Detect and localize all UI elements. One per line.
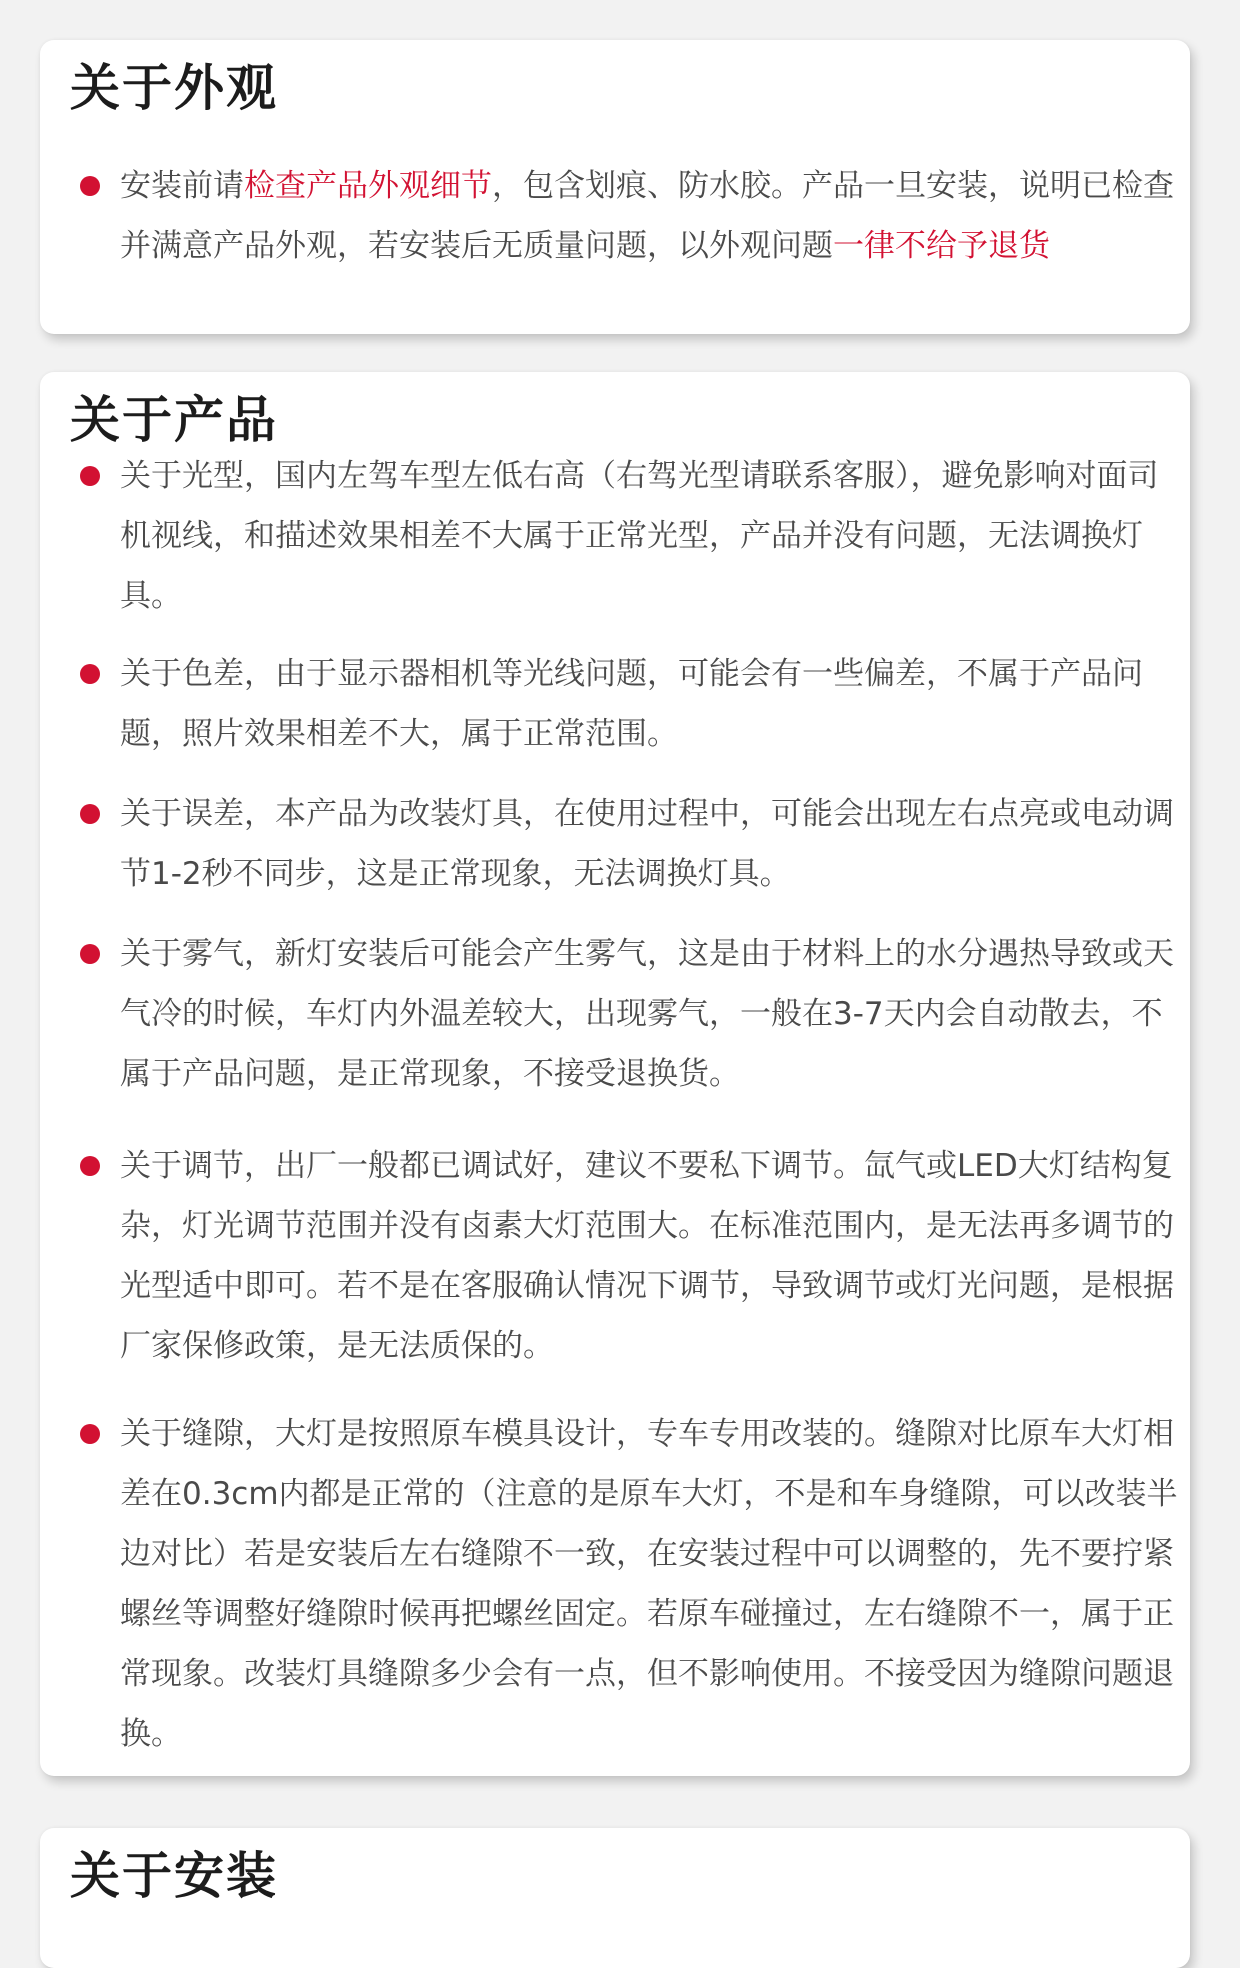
bullet-dot-icon — [80, 1156, 100, 1176]
item-text: 关于色差，由于显示器相机等光线问题，可能会有一些偏差，不属于产品问题，照片效果相差不大，属于正常范围。 — [120, 656, 1143, 752]
bullet-dot-icon — [80, 176, 100, 196]
list-item — [80, 156, 1180, 276]
item-text: 关于雾气，新灯安装后可能会产生雾气，这是由于材料上的水分遇热导致或天气冷的时候，车灯内外温差较大，出现雾气，一般在3-7天内会自动散去，不属于产品问题，是正常现象，不接受退换货。 — [120, 936, 1174, 1092]
section-title-appearance: 关于外观 — [70, 59, 278, 117]
bullet-dot-icon — [80, 944, 100, 964]
section-title-install: 关于安装 — [70, 1847, 278, 1905]
item-text: 关于缝隙，大灯是按照原车模具设计，专车专用改装的。缝隙对比原车大灯相差在0.3cm内都是正常的（注意的是原车大灯，不是和车身缝隙，可以改装半边对比）若是安装后左右缝隙不一致，在安装过程中可以调整的，先不要拧紧螺丝等调整好缝隙时候再把螺丝固定。若原车碰撞过，左右缝隙不一，属于正常现象。改装灯具缝隙多少会有一点，但不影响使用。不接受因为缝隙问题退换。 — [120, 1416, 1178, 1752]
bullet-dot-icon — [80, 466, 100, 486]
list-item — [80, 446, 1180, 626]
install-card — [40, 1828, 1190, 1968]
list-item — [80, 644, 1180, 764]
bullet-dot-icon — [80, 664, 100, 684]
list-item — [80, 784, 1180, 904]
product-card — [40, 372, 1190, 1776]
item-text: 关于光型，国内左驾车型左低右高（右驾光型请联系客服），避免影响对面司机视线，和描述效果相差不大属于正常光型，产品并没有问题，无法调换灯具。 — [120, 458, 1159, 614]
highlight-text: 一律不给予退货 — [833, 228, 1050, 264]
item-text: 关于误差，本产品为改装灯具，在使用过程中，可能会出现左右点亮或电动调节1-2秒不同步，这是正常现象，无法调换灯具。 — [120, 796, 1174, 892]
section-title-product: 关于产品 — [70, 391, 278, 449]
appearance-card — [40, 40, 1190, 334]
list-item — [80, 1404, 1180, 1764]
bullet-dot-icon — [80, 804, 100, 824]
text-segment: ，包含划痕、防水胶。产品一旦安装，说明已检查并满意产品外观，若安装后无质量问题，以外观问题 — [120, 168, 1174, 264]
list-item — [80, 1136, 1180, 1376]
list-item — [80, 924, 1180, 1104]
item-text — [120, 156, 1180, 276]
text-segment: 安装前请 — [120, 168, 244, 204]
item-text: 关于调节，出厂一般都已调试好，建议不要私下调节。氙气或LED大灯结构复杂，灯光调节范围并没有卤素大灯范围大。在标准范围内，是无法再多调节的光型适中即可。若不是在客服确认情况下调节，导致调节或灯光问题，是根据厂家保修政策，是无法质保的。 — [120, 1148, 1174, 1364]
bullet-dot-icon — [80, 1424, 100, 1444]
highlight-text: 检查产品外观细节 — [244, 168, 492, 204]
